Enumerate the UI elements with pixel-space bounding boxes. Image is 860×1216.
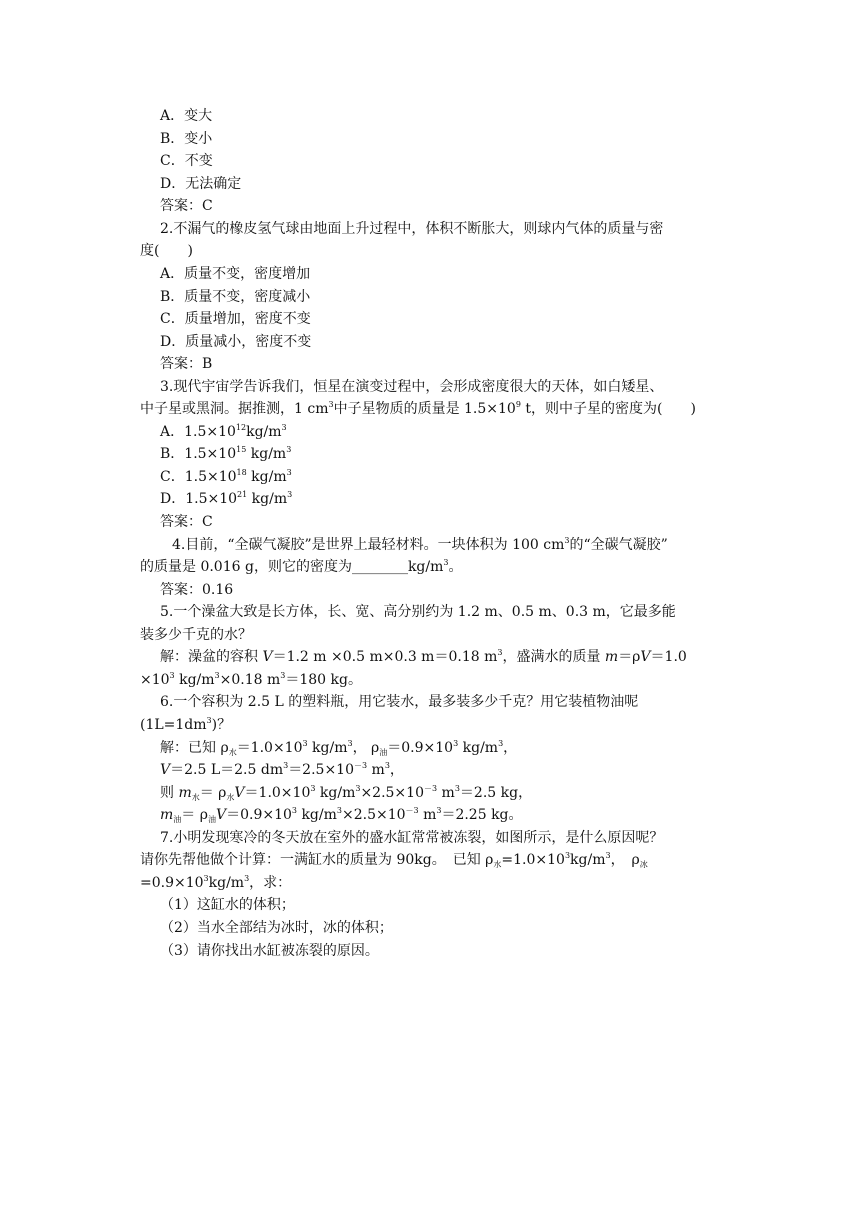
q1-answer: 答案：C [160, 198, 213, 214]
q3-option-c: C．$1.5\times 10^{18}$ $kg/m^3$ [160, 468, 292, 485]
q2-answer: 答案：B [160, 356, 213, 372]
q3-option-b: B．$1.5\times 10^{15}$ $kg/m^3$ [160, 445, 292, 462]
q7-stem: 7.小明发现寒冷的冬天放在室外的盛水缸常常被冻裂，如图所示，是什么原因呢？ [160, 830, 664, 846]
q3-option-a: A．$1.5\times 10^{12}kg/m^3$ [160, 423, 287, 440]
q6-solution-water: 则 $m_水= \rho_水V=1.0\times 10^3$ $kg/m^3\times 2.5\times 10^{-3}$ $m^3=2.5$ kg， [160, 784, 533, 802]
q5-solution-cont: $\times 10^3$ $kg/m^3\times 0.18$ $m^3=180$ kg。 [140, 671, 362, 688]
q6-stem: 6.一个容积为 2.5 L 的塑料瓶，用它装水，最多装多少千克？用它装植物油呢 [160, 694, 639, 710]
q5-stem-cont: 装多少千克的水？ [140, 627, 252, 643]
q6-solution-oil: $m_油= \rho_油V=0.9\times 10^3$ $kg/m^3\times 2.5\times 10^{-3}$ $m^3=2.25$ kg。 [160, 806, 523, 824]
q7-stem-cont: 请你先帮他做个计算：一满缸水的质量为 90kg。 已知 $\rho_水=1.0\times 10^3kg/m^3$， $\rho_冰$ [140, 851, 648, 869]
q5-solution: 解：澡盆的容积 V＝1.2 m ×0.5 m×0.3 m＝0.18 $m^3$，盛满水的质量 m＝ρV＝1.0 [160, 648, 687, 665]
q2-stem: 2.不漏气的橡皮氢气球由地面上升过程中，体积不断胀大，则球内气体的质量与密 [160, 221, 664, 237]
q6-solution-given: 解：已知 $\rho_水=1.0\times 10^3$ $kg/m^3$， $\rho_油=0.9\times 10^3$ $kg/m^3$， [160, 739, 518, 757]
q7-subquestion-2: （2）当水全部结为冰时，冰的体积； [160, 920, 393, 936]
q4-stem: 4.目前，“全碳气凝胶”是世界上最轻材料。一块体积为 100 $cm^3$的“全碳气凝胶” [172, 536, 668, 553]
q5-stem: 5.一个澡盆大致是长方体，长、宽、高分别约为 1.2 m、0.5 m、0.3 m，它最多能 [160, 604, 676, 620]
q2-option-d: D．质量减小，密度不变 [160, 334, 312, 350]
q3-answer: 答案：C [160, 514, 213, 530]
q4-answer: 答案：0.16 [160, 582, 234, 598]
q3-option-d: D．$1.5\times 10^{21}$ $kg/m^3$ [160, 490, 293, 507]
q2-option-b: B．质量不变，密度减小 [160, 289, 311, 305]
q7-subquestion-1: （1）这缸水的体积； [160, 897, 295, 913]
q1-option-b: B．变小 [160, 131, 213, 147]
q3-stem-cont: 中子星或黑洞。据推测，1 $cm^3$中子星物质的质量是 $1.5\times 10^9$ t，则中子星的密度为( ) [140, 400, 696, 417]
q4-stem-cont: 的质量是 0.016 g，则它的密度为$\_\_\_\_\_\_\_\_kg/m^3$。 [140, 558, 463, 575]
q6-solution-volume: V＝2.5 L＝2.5 $dm^3=2.5\times 10^{-3}$ $m^3$， [160, 761, 404, 778]
q6-stem-cont: $(1L=1dm^3)$？ [140, 716, 232, 733]
q2-option-c: C．质量增加，密度不变 [160, 311, 311, 327]
q3-stem: 3.现代宇宙学告诉我们，恒星在演变过程中，会形成密度很大的天体，如白矮星、 [160, 379, 664, 395]
q1-option-d: D．无法确定 [160, 176, 242, 192]
q1-option-c: C．不变 [160, 153, 213, 169]
q7-subquestion-3: （3）请你找出水缸被冻裂的原因。 [160, 943, 379, 959]
q7-stem-cont2: $=0.9\times 10^3kg/m^3$，求： [140, 874, 292, 891]
q2-option-a: A．质量不变，密度增加 [160, 266, 311, 282]
q1-option-a: A．变大 [160, 108, 213, 124]
q2-stem-cont: 度( ) [140, 243, 193, 259]
